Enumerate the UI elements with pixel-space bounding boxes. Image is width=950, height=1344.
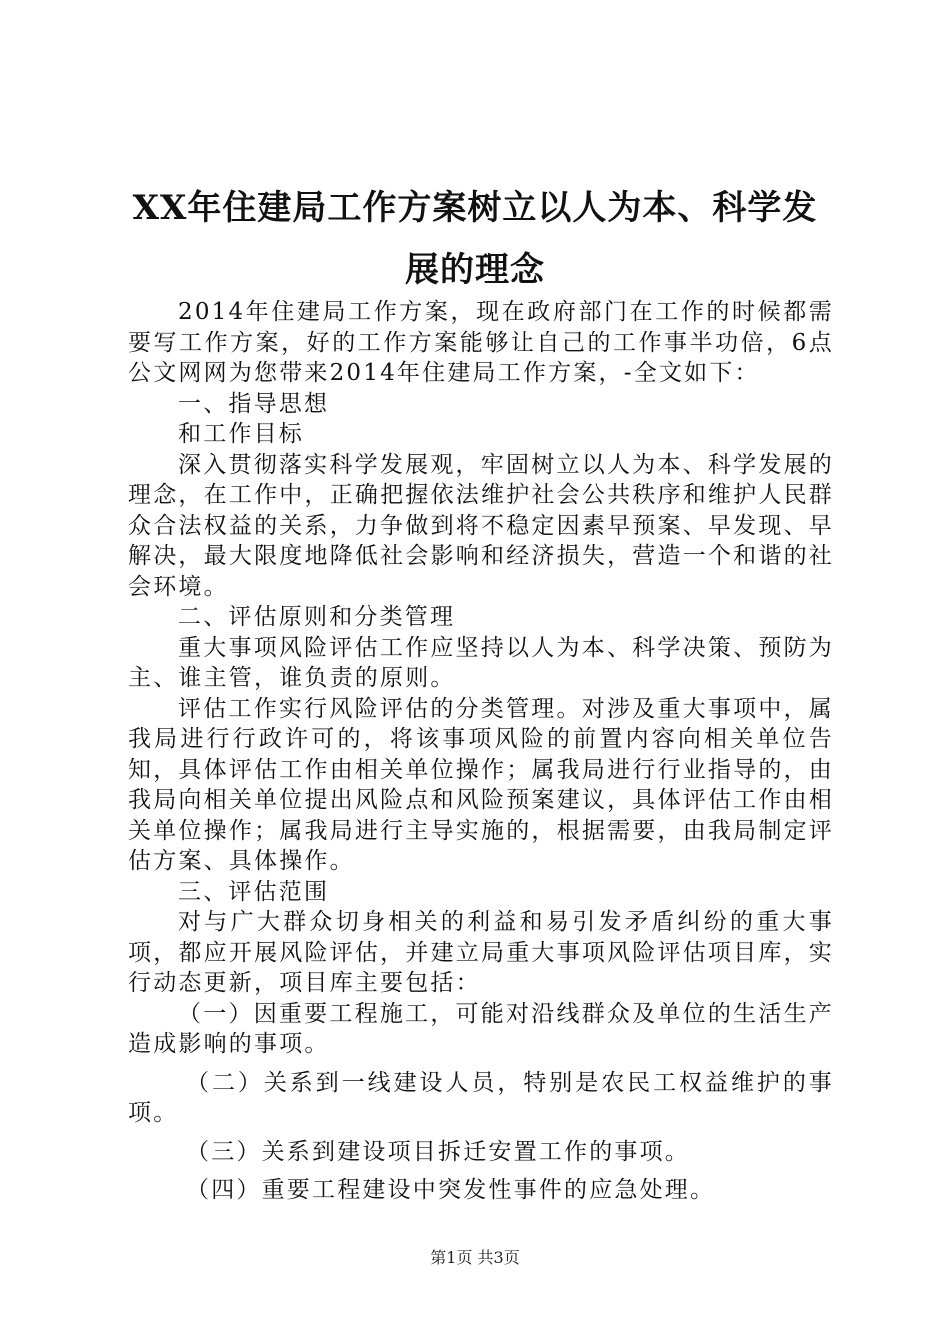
paragraph-scope: 对与广大群众切身相关的利益和易引发矛盾纠纷的重大事项，都应开展风险评估，并建立局重大事项风险评估项目库，实行动态更新，项目库主要包括： <box>128 909 834 996</box>
paragraph-intro: 2014年住建局工作方案，现在政府部门在工作的时候都需要写工作方案，好的工作方案能够让自己的工作事半功倍，6点公文网网为您带来2014年住建局工作方案，-全文如下： <box>128 299 834 386</box>
heading-principles: 二、评估原则和分类管理 <box>178 604 456 630</box>
paragraph-goals: 深入贯彻落实科学发展观，牢固树立以人为本、科学发展的理念，在工作中，正确把握依法维护社会公共秩序和维护人民群众合法权益的关系，力争做到将不稳定因素早预案、早发现、早解决，最大限度地降低社会影响和经济损失，营造一个和谐的社会环境。 <box>128 451 834 600</box>
page-footer: 第1页 共3页 <box>430 1248 520 1267</box>
heading-work-goals: 和工作目标 <box>178 421 304 447</box>
list-item-2: （二）关系到一线建设人员，特别是农民工权益维护的事项。 <box>128 1069 834 1126</box>
heading-guiding-thought: 一、指导思想 <box>178 390 330 417</box>
list-item-3: （三）关系到建设项目拆迁安置工作的事项。 <box>186 1138 690 1165</box>
document-title-line-1: XX年住建局工作方案树立以人为本、科学发 <box>132 188 818 228</box>
heading-scope: 三、评估范围 <box>178 878 330 905</box>
paragraph-classification: 评估工作实行风险评估的分类管理。对涉及重大事项中，属我局进行行政许可的，将该事项风险的前置内容向相关单位告知，具体评估工作由相关单位操作；属我局进行行业指导的，由我局向相关单位提出风险点和风险预案建议，具体评估工作由相关单位操作；属我局进行主导实施的，根据需要，由我局制定评估方案、具体操作。 <box>128 695 834 874</box>
document-title-line-2: 展的理念 <box>405 250 545 290</box>
list-item-1: （一）因重要工程施工，可能对沿线群众及单位的生活生产造成影响的事项。 <box>128 1000 834 1057</box>
document-body <box>128 297 834 1206</box>
list-item-4: （四）重要工程建设中突发性事件的应急处理。 <box>186 1177 716 1203</box>
paragraph-principles: 重大事项风险评估工作应坚持以人为本、科学决策、预防为主、谁主管，谁负责的原则。 <box>128 634 834 691</box>
